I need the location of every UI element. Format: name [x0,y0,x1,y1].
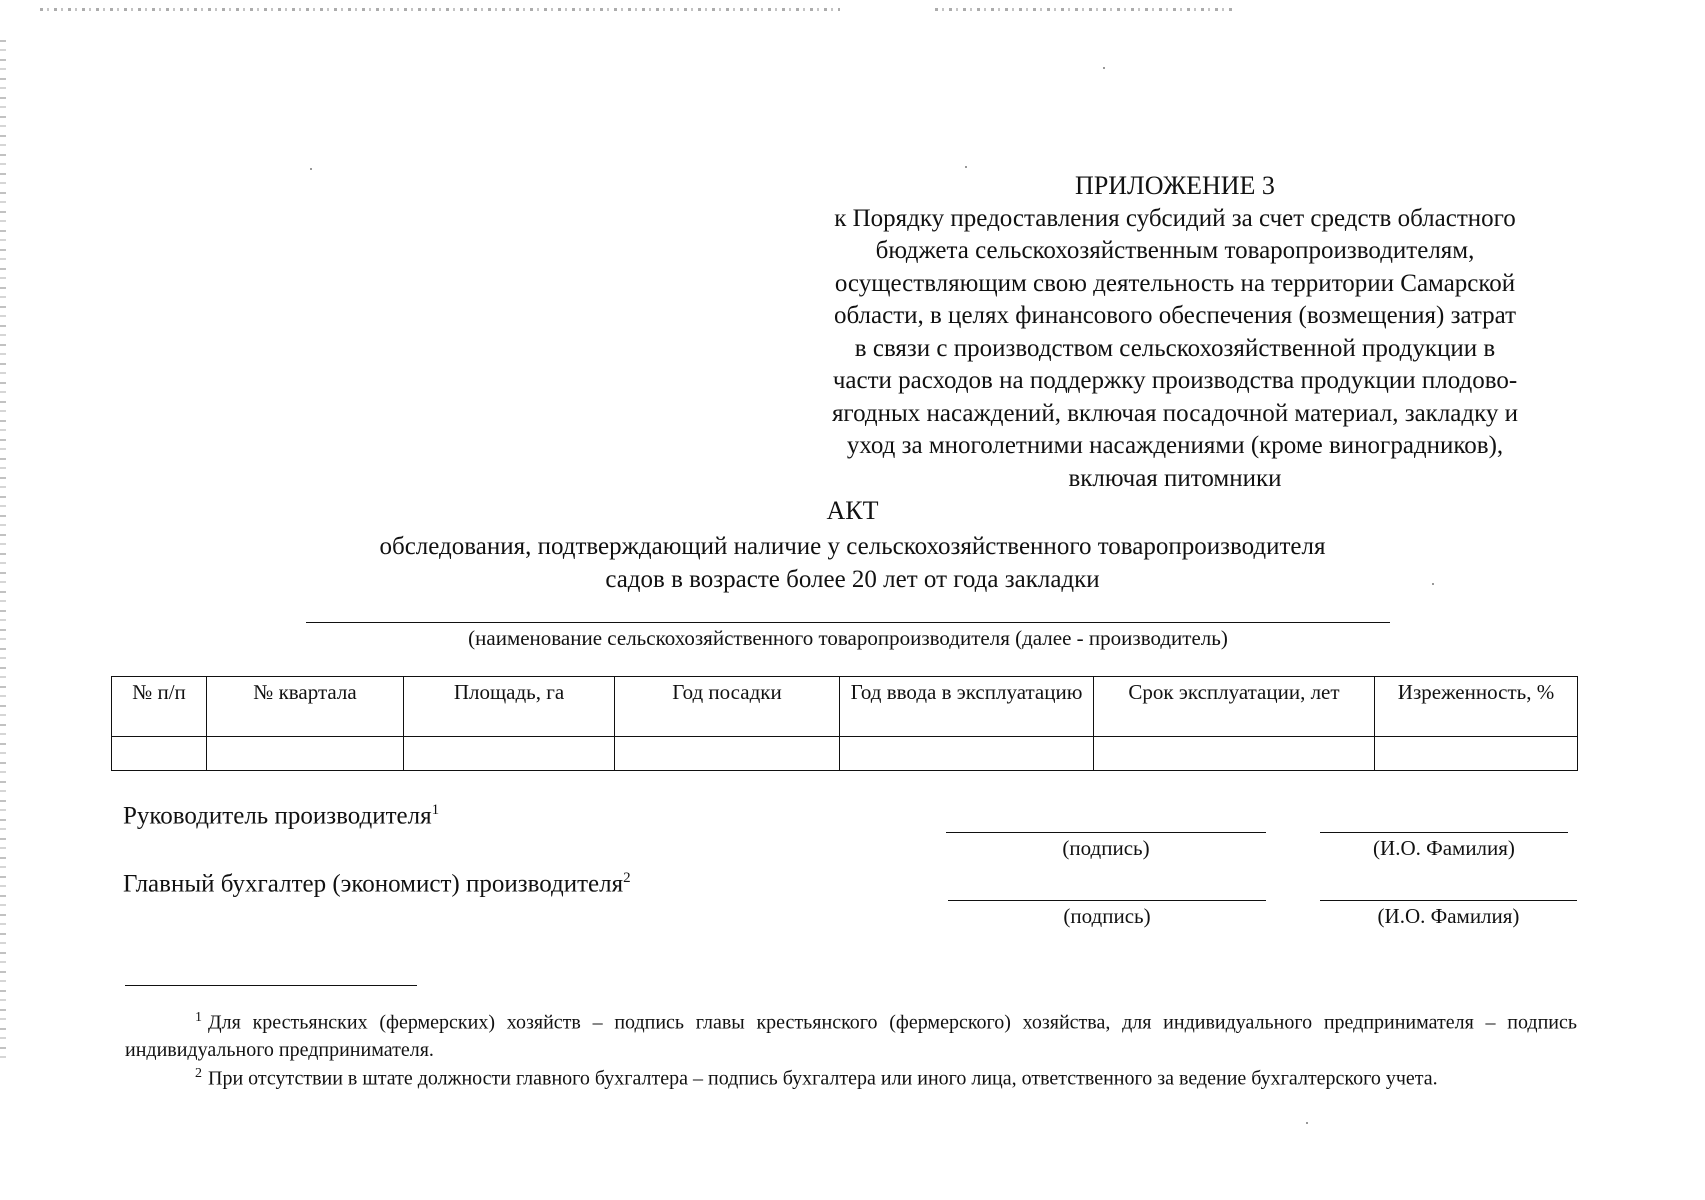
scan-noise-top [40,8,840,11]
table-header-row [112,677,1578,737]
producer-name-caption: (наименование сельскохозяйственного товаропроизводителя (далее - производитель) [468,626,1228,650]
table-cell[interactable] [404,737,615,771]
producer-name-field[interactable] [306,622,1390,623]
table-cell[interactable] [1094,737,1375,771]
scan-speck [1103,67,1105,69]
head-signature-line[interactable] [946,832,1266,833]
appendix-line: в связи с производством сельскохозяйственной продукции в [854,334,1496,362]
accountant-signature-line[interactable] [948,900,1266,901]
scan-noise-top-right [935,8,1235,11]
accountant-label-text: Главный бухгалтер (экономист) производителя [123,870,624,898]
accountant-name-line[interactable] [1320,900,1577,901]
footnote-text: Для крестьянских (фермерских) хозяйств – подпись главы крестьянского (фермерского) хозяйства, для индивидуального предпринимателя – подпись индивидуального предпринимателя. [125,1011,1577,1061]
footnote-ref-1: 1 [431,802,440,818]
footnote-1 [125,1004,1577,1064]
col-header-planting-year: Год посадки [615,677,840,737]
appendix-line: части расходов на поддержку производства продукции плодово- [832,367,1518,394]
head-name-caption: (И.О. Фамилия) [1373,836,1515,860]
scan-speck [965,166,967,168]
appendix-line: ягодных насаждений, включая посадочной материал, закладку и [831,399,1519,427]
act-subtitle-line-2: садов в возрасте более 20 лет от года закладки [605,566,1100,593]
appendix-line: области, в целях финансового обеспечения (возмещения) затрат [833,302,1517,329]
col-header-number: № п/п [112,677,207,737]
footnote-2 [125,1060,1577,1093]
appendix-line: осуществляющим свою деятельность на территории Самарской [834,269,1516,297]
col-header-sparseness: Изреженность, % [1375,677,1578,737]
appendix-heading: ПРИЛОЖЕНИЕ 3 [1075,171,1275,200]
act-subtitle-line-1: обследования, подтверждающий наличие у сельскохозяйственного товаропроизводителя [379,533,1326,560]
scan-speck [1306,1122,1308,1124]
table-cell[interactable] [1375,737,1578,771]
table-cell[interactable] [112,737,207,771]
accountant-name-caption: (И.О. Фамилия) [1377,904,1520,928]
scan-speck [310,168,312,170]
col-header-area: Площадь, га [404,677,615,737]
accountant-signature-label [123,870,631,898]
head-signature-label [123,802,439,830]
table-row [112,737,1578,771]
appendix-line: к Порядку предоставления субсидий за счет средств областного [834,204,1516,232]
footnote-separator [125,985,417,986]
appendix-header [770,170,1580,495]
act-title: АКТ [826,496,879,525]
orchard-table [111,676,1578,771]
table-cell[interactable] [615,737,840,771]
footnote-ref-2: 2 [623,870,631,886]
head-signature-caption: (подпись) [1062,836,1150,860]
head-name-line[interactable] [1320,832,1568,833]
appendix-line: включая питомники [1068,464,1282,492]
appendix-line: уход за многолетними насаждениями (кроме виноградников), [846,432,1504,459]
appendix-line: бюджета сельскохозяйственным товаропроизводителям, [875,237,1475,264]
table-cell[interactable] [207,737,404,771]
col-header-service-life: Срок эксплуатации, лет [1094,677,1375,737]
table-cell[interactable] [840,737,1094,771]
footnote-text: При отсутствии в штате должности главного бухгалтера – подпись бухгалтера или иного лица, ответственного за ведение бухгалтерского учета. [208,1067,1438,1090]
col-header-commissioning-year: Год ввода в эксплуатацию [840,677,1094,737]
footnote-mark: 2 [195,1066,202,1081]
col-header-quarter: № квартала [207,677,404,737]
accountant-signature-caption: (подпись) [1063,904,1151,928]
footnote-mark: 1 [195,1010,202,1025]
head-label-text: Руководитель производителя [123,802,432,830]
